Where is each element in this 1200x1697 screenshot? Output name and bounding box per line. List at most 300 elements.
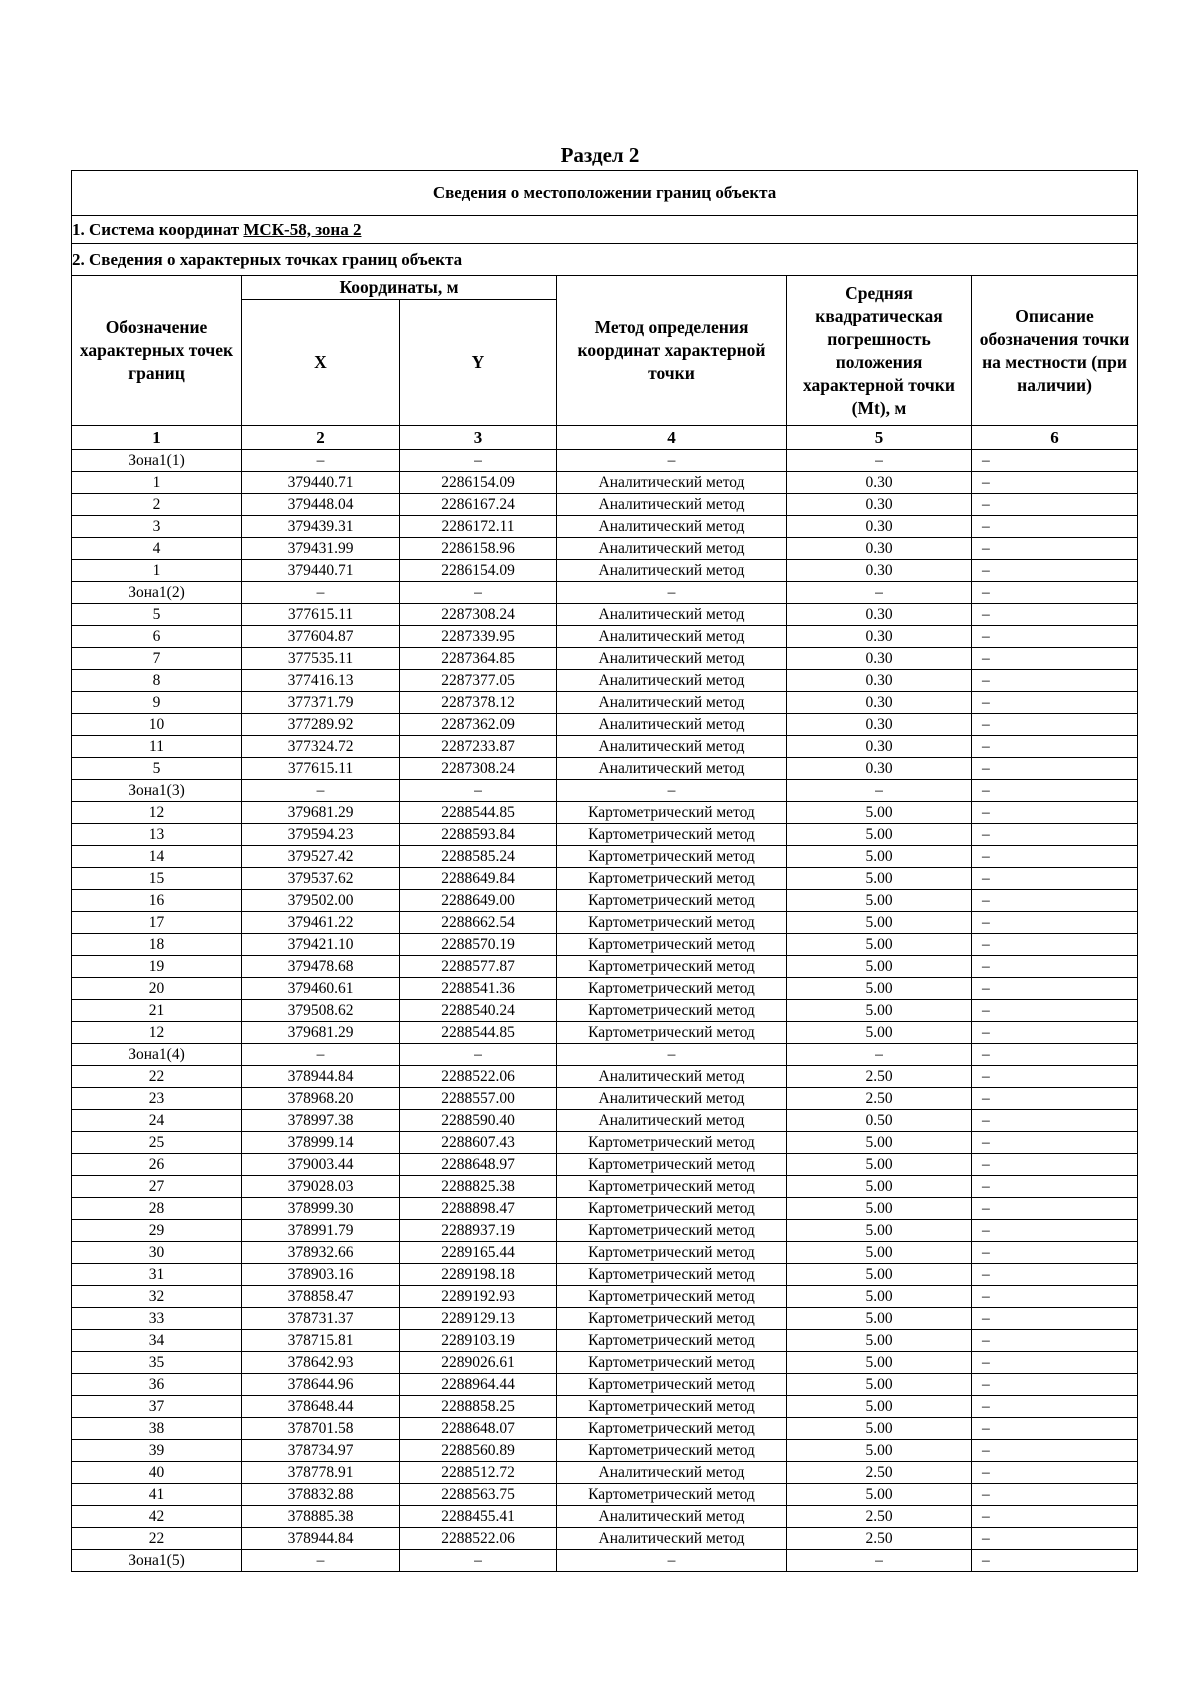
point-id-cell: 27 [72, 1176, 242, 1198]
error-cell: 0.30 [787, 758, 972, 780]
method-cell: Картометрический метод [557, 956, 787, 978]
method-cell: Картометрический метод [557, 1396, 787, 1418]
error-cell: – [787, 780, 972, 802]
table-row [72, 912, 1138, 934]
table-row [72, 604, 1138, 626]
y-cell: 2289192.93 [400, 1286, 557, 1308]
error-cell: 5.00 [787, 956, 972, 978]
description-cell: – [972, 538, 1138, 560]
point-id-cell: 5 [72, 604, 242, 626]
method-cell: Аналитический метод [557, 560, 787, 582]
table-row [72, 582, 1138, 604]
x-cell: 378731.37 [242, 1308, 400, 1330]
method-cell: Картометрический метод [557, 1440, 787, 1462]
x-cell: 377604.87 [242, 626, 400, 648]
table-row [72, 1550, 1138, 1572]
table-row [72, 450, 1138, 472]
method-cell: Картометрический метод [557, 934, 787, 956]
y-cell: 2288937.19 [400, 1220, 557, 1242]
error-cell: 5.00 [787, 1286, 972, 1308]
point-id-cell: Зона1(1) [72, 450, 242, 472]
description-cell: – [972, 912, 1138, 934]
point-id-cell: 6 [72, 626, 242, 648]
x-cell: 378778.91 [242, 1462, 400, 1484]
x-cell: 378832.88 [242, 1484, 400, 1506]
table-row [72, 1198, 1138, 1220]
point-id-cell: 19 [72, 956, 242, 978]
y-cell: 2288570.19 [400, 934, 557, 956]
y-cell: – [400, 780, 557, 802]
method-cell: – [557, 450, 787, 472]
table-row [72, 1506, 1138, 1528]
y-cell: 2286154.09 [400, 472, 557, 494]
x-cell: 377535.11 [242, 648, 400, 670]
description-cell: – [972, 1528, 1138, 1550]
description-cell: – [972, 758, 1138, 780]
y-cell: 2288522.06 [400, 1528, 557, 1550]
method-cell: Картометрический метод [557, 824, 787, 846]
y-cell: 2289103.19 [400, 1330, 557, 1352]
error-cell: 5.00 [787, 1352, 972, 1374]
error-cell: 0.30 [787, 670, 972, 692]
table-row [72, 1000, 1138, 1022]
y-cell: 2288662.54 [400, 912, 557, 934]
error-cell: 0.30 [787, 604, 972, 626]
x-cell: 378944.84 [242, 1066, 400, 1088]
table-row [72, 1044, 1138, 1066]
table-body [72, 450, 1138, 1572]
point-id-cell: 34 [72, 1330, 242, 1352]
x-cell: 379461.22 [242, 912, 400, 934]
description-cell: – [972, 956, 1138, 978]
x-cell: 379440.71 [242, 560, 400, 582]
error-cell: – [787, 582, 972, 604]
column-number: 5 [787, 426, 972, 450]
header-point: Обозначение характерных точек границ [72, 276, 242, 426]
error-cell: 5.00 [787, 934, 972, 956]
y-cell: 2287308.24 [400, 758, 557, 780]
x-cell: 378999.30 [242, 1198, 400, 1220]
error-cell: 0.30 [787, 648, 972, 670]
table-row [72, 780, 1138, 802]
description-cell: – [972, 1044, 1138, 1066]
table-row [72, 736, 1138, 758]
point-id-cell: 40 [72, 1462, 242, 1484]
table-row [72, 1264, 1138, 1286]
point-id-cell: 41 [72, 1484, 242, 1506]
point-id-cell: 28 [72, 1198, 242, 1220]
description-cell: – [972, 1132, 1138, 1154]
y-cell: 2288590.40 [400, 1110, 557, 1132]
table-row [72, 1308, 1138, 1330]
error-cell: 5.00 [787, 1308, 972, 1330]
y-cell: 2289165.44 [400, 1242, 557, 1264]
x-cell: 378715.81 [242, 1330, 400, 1352]
y-cell: 2287233.87 [400, 736, 557, 758]
description-cell: – [972, 846, 1138, 868]
y-cell: 2287378.12 [400, 692, 557, 714]
error-cell: 5.00 [787, 1176, 972, 1198]
table-row [72, 670, 1138, 692]
x-cell: – [242, 780, 400, 802]
error-cell: 5.00 [787, 1396, 972, 1418]
method-cell: Картометрический метод [557, 1198, 787, 1220]
y-cell: 2288577.87 [400, 956, 557, 978]
error-cell: 5.00 [787, 1198, 972, 1220]
point-id-cell: Зона1(2) [72, 582, 242, 604]
column-number: 6 [972, 426, 1138, 450]
coordinate-system-label: 1. Система координат [72, 219, 244, 239]
y-cell: 2288964.44 [400, 1374, 557, 1396]
description-cell: – [972, 1242, 1138, 1264]
error-cell: – [787, 450, 972, 472]
description-cell: – [972, 890, 1138, 912]
table-row [72, 472, 1138, 494]
error-cell: 0.30 [787, 494, 972, 516]
description-cell: – [972, 1506, 1138, 1528]
y-cell: 2288540.24 [400, 1000, 557, 1022]
point-id-cell: 38 [72, 1418, 242, 1440]
x-cell: 377371.79 [242, 692, 400, 714]
y-cell: 2289198.18 [400, 1264, 557, 1286]
point-id-cell: 21 [72, 1000, 242, 1022]
page-title: Раздел 2 [560, 143, 640, 167]
method-cell: Картометрический метод [557, 1132, 787, 1154]
error-cell: 5.00 [787, 1374, 972, 1396]
point-id-cell: 12 [72, 1022, 242, 1044]
error-cell: 0.30 [787, 472, 972, 494]
x-cell: 379431.99 [242, 538, 400, 560]
description-cell: – [972, 868, 1138, 890]
table-row [72, 824, 1138, 846]
y-cell: 2288544.85 [400, 802, 557, 824]
x-cell: 379448.04 [242, 494, 400, 516]
boundary-points-table [71, 170, 1138, 1572]
method-cell: Аналитический метод [557, 714, 787, 736]
point-id-cell: 42 [72, 1506, 242, 1528]
method-cell: Аналитический метод [557, 670, 787, 692]
method-cell: Аналитический метод [557, 1066, 787, 1088]
y-cell: 2288648.97 [400, 1154, 557, 1176]
error-cell: 0.30 [787, 714, 972, 736]
point-id-cell: 20 [72, 978, 242, 1000]
description-cell: – [972, 1022, 1138, 1044]
y-cell: 2288858.25 [400, 1396, 557, 1418]
table-row [72, 934, 1138, 956]
error-cell: 0.30 [787, 516, 972, 538]
y-cell: 2287362.09 [400, 714, 557, 736]
y-cell: 2286158.96 [400, 538, 557, 560]
x-cell: 379003.44 [242, 1154, 400, 1176]
table-row [72, 538, 1138, 560]
header-description: Описание обозначения точки на местности (при наличии) [972, 276, 1138, 426]
point-id-cell: 26 [72, 1154, 242, 1176]
x-cell: 378734.97 [242, 1440, 400, 1462]
x-cell: 379594.23 [242, 824, 400, 846]
table-row [72, 802, 1138, 824]
description-cell: – [972, 1220, 1138, 1242]
column-number: 2 [242, 426, 400, 450]
description-cell: – [972, 1308, 1138, 1330]
y-cell: 2288825.38 [400, 1176, 557, 1198]
table-row [72, 714, 1138, 736]
y-cell: 2287364.85 [400, 648, 557, 670]
description-cell: – [972, 1110, 1138, 1132]
point-id-cell: 36 [72, 1374, 242, 1396]
column-number: 1 [72, 426, 242, 450]
x-cell: 379681.29 [242, 802, 400, 824]
description-cell: – [972, 780, 1138, 802]
description-cell: – [972, 648, 1138, 670]
y-cell: – [400, 450, 557, 472]
description-cell: – [972, 1286, 1138, 1308]
method-cell: Аналитический метод [557, 516, 787, 538]
x-cell: 377615.11 [242, 758, 400, 780]
description-cell: – [972, 692, 1138, 714]
method-cell: Аналитический метод [557, 736, 787, 758]
table-row [72, 1242, 1138, 1264]
y-cell: 2289129.13 [400, 1308, 557, 1330]
table-row [72, 1154, 1138, 1176]
y-cell: 2288544.85 [400, 1022, 557, 1044]
x-cell: 378997.38 [242, 1110, 400, 1132]
header-method: Метод определения координат характерной точки [557, 276, 787, 426]
y-cell: 2287308.24 [400, 604, 557, 626]
method-cell: Картометрический метод [557, 846, 787, 868]
table-row [72, 956, 1138, 978]
description-cell: – [972, 450, 1138, 472]
method-cell: – [557, 1044, 787, 1066]
description-cell: – [972, 494, 1138, 516]
x-cell: 378858.47 [242, 1286, 400, 1308]
method-cell: Аналитический метод [557, 538, 787, 560]
method-cell: Аналитический метод [557, 604, 787, 626]
method-cell: Картометрический метод [557, 1242, 787, 1264]
x-cell: 378644.96 [242, 1374, 400, 1396]
y-cell: 2286154.09 [400, 560, 557, 582]
error-cell: – [787, 1550, 972, 1572]
method-cell: Картометрический метод [557, 1220, 787, 1242]
description-cell: – [972, 736, 1138, 758]
table-row [72, 1352, 1138, 1374]
point-id-cell: 35 [72, 1352, 242, 1374]
point-id-cell: 17 [72, 912, 242, 934]
description-cell: – [972, 1550, 1138, 1572]
error-cell: 2.50 [787, 1088, 972, 1110]
method-cell: Картометрический метод [557, 1330, 787, 1352]
description-cell: – [972, 604, 1138, 626]
description-cell: – [972, 1198, 1138, 1220]
method-cell: Аналитический метод [557, 648, 787, 670]
table-row [72, 1286, 1138, 1308]
error-cell: 0.30 [787, 560, 972, 582]
x-cell: – [242, 582, 400, 604]
error-cell: 5.00 [787, 890, 972, 912]
table-row [72, 1484, 1138, 1506]
method-cell: Картометрический метод [557, 1418, 787, 1440]
x-cell: 379681.29 [242, 1022, 400, 1044]
point-id-cell: 18 [72, 934, 242, 956]
table-row [72, 1330, 1138, 1352]
coordinate-system-line [72, 216, 1138, 244]
point-id-cell: 39 [72, 1440, 242, 1462]
description-cell: – [972, 472, 1138, 494]
point-id-cell: 30 [72, 1242, 242, 1264]
y-cell: 2289026.61 [400, 1352, 557, 1374]
description-cell: – [972, 1264, 1138, 1286]
x-cell: 378932.66 [242, 1242, 400, 1264]
table-row [72, 846, 1138, 868]
point-id-cell: 37 [72, 1396, 242, 1418]
method-cell: – [557, 1550, 787, 1572]
y-cell: 2288522.06 [400, 1066, 557, 1088]
y-cell: 2288593.84 [400, 824, 557, 846]
method-cell: Картометрический метод [557, 802, 787, 824]
y-cell: 2287377.05 [400, 670, 557, 692]
point-id-cell: 7 [72, 648, 242, 670]
error-cell: 0.50 [787, 1110, 972, 1132]
x-cell: 379421.10 [242, 934, 400, 956]
description-cell: – [972, 1154, 1138, 1176]
table-row [72, 626, 1138, 648]
error-cell: 5.00 [787, 1022, 972, 1044]
method-cell: Аналитический метод [557, 472, 787, 494]
method-cell: Картометрический метод [557, 1308, 787, 1330]
method-cell: Аналитический метод [557, 1528, 787, 1550]
method-cell: Аналитический метод [557, 1088, 787, 1110]
point-id-cell: 25 [72, 1132, 242, 1154]
x-cell: 378991.79 [242, 1220, 400, 1242]
method-cell: Картометрический метод [557, 978, 787, 1000]
point-id-cell: 33 [72, 1308, 242, 1330]
table-row [72, 1088, 1138, 1110]
description-cell: – [972, 1440, 1138, 1462]
method-cell: Аналитический метод [557, 1110, 787, 1132]
method-cell: Картометрический метод [557, 1286, 787, 1308]
table-row [72, 560, 1138, 582]
description-cell: – [972, 824, 1138, 846]
y-cell: 2287339.95 [400, 626, 557, 648]
point-id-cell: 9 [72, 692, 242, 714]
y-cell: 2288649.00 [400, 890, 557, 912]
table-row [72, 1132, 1138, 1154]
table-row [72, 1022, 1138, 1044]
column-number: 3 [400, 426, 557, 450]
table-row [72, 516, 1138, 538]
point-id-cell: 5 [72, 758, 242, 780]
y-cell: – [400, 1044, 557, 1066]
table-row [72, 494, 1138, 516]
method-cell: Картометрический метод [557, 1022, 787, 1044]
description-cell: – [972, 670, 1138, 692]
point-id-cell: 13 [72, 824, 242, 846]
table-row [72, 978, 1138, 1000]
method-cell: – [557, 582, 787, 604]
error-cell: 0.30 [787, 626, 972, 648]
table-row [72, 758, 1138, 780]
x-cell: 377416.13 [242, 670, 400, 692]
error-cell: 0.30 [787, 736, 972, 758]
method-cell: Картометрический метод [557, 1352, 787, 1374]
description-cell: – [972, 978, 1138, 1000]
x-cell: 379440.71 [242, 472, 400, 494]
y-cell: – [400, 582, 557, 604]
point-id-cell: 31 [72, 1264, 242, 1286]
description-cell: – [972, 516, 1138, 538]
method-cell: Картометрический метод [557, 1154, 787, 1176]
error-cell: 5.00 [787, 1484, 972, 1506]
point-id-cell: 10 [72, 714, 242, 736]
error-cell: 2.50 [787, 1462, 972, 1484]
table-row [72, 648, 1138, 670]
point-id-cell: 4 [72, 538, 242, 560]
x-cell: 378642.93 [242, 1352, 400, 1374]
x-cell: 377615.11 [242, 604, 400, 626]
table-row [72, 692, 1138, 714]
x-cell: 379028.03 [242, 1176, 400, 1198]
point-id-cell: 29 [72, 1220, 242, 1242]
y-cell: 2288560.89 [400, 1440, 557, 1462]
description-cell: – [972, 1066, 1138, 1088]
point-id-cell: 1 [72, 472, 242, 494]
description-cell: – [972, 1396, 1138, 1418]
x-cell: 378999.14 [242, 1132, 400, 1154]
point-id-cell: 22 [72, 1066, 242, 1088]
x-cell: 378903.16 [242, 1264, 400, 1286]
y-cell: 2288649.84 [400, 868, 557, 890]
y-cell: 2288541.36 [400, 978, 557, 1000]
error-cell: – [787, 1044, 972, 1066]
point-id-cell: 15 [72, 868, 242, 890]
column-number: 4 [557, 426, 787, 450]
y-cell: 2288648.07 [400, 1418, 557, 1440]
point-id-cell: 14 [72, 846, 242, 868]
error-cell: 5.00 [787, 802, 972, 824]
header-error: Средняя квадратическая погрешность положения характерной точки (Mt), м [787, 276, 972, 426]
method-cell: Картометрический метод [557, 1176, 787, 1198]
method-cell: Аналитический метод [557, 758, 787, 780]
error-cell: 5.00 [787, 1132, 972, 1154]
error-cell: 5.00 [787, 1440, 972, 1462]
y-cell: 2288512.72 [400, 1462, 557, 1484]
section-title: Сведения о местоположении границ объекта [72, 171, 1138, 216]
coordinate-system-value: МСК-58, зона 2 [243, 219, 362, 239]
description-cell: – [972, 1374, 1138, 1396]
error-cell: 5.00 [787, 824, 972, 846]
point-id-cell: 12 [72, 802, 242, 824]
description-cell: – [972, 1000, 1138, 1022]
point-id-cell: Зона1(3) [72, 780, 242, 802]
description-cell: – [972, 1330, 1138, 1352]
header-coords: Координаты, м [242, 276, 557, 300]
table-row [72, 1220, 1138, 1242]
method-cell: Картометрический метод [557, 890, 787, 912]
description-cell: – [972, 802, 1138, 824]
x-cell: 378648.44 [242, 1396, 400, 1418]
table-row [72, 1396, 1138, 1418]
error-cell: 5.00 [787, 1154, 972, 1176]
y-cell: 2288898.47 [400, 1198, 557, 1220]
description-cell: – [972, 560, 1138, 582]
method-cell: Аналитический метод [557, 626, 787, 648]
point-id-cell: Зона1(4) [72, 1044, 242, 1066]
y-cell: 2288585.24 [400, 846, 557, 868]
point-id-cell: 8 [72, 670, 242, 692]
x-cell: – [242, 1044, 400, 1066]
table-row [72, 1066, 1138, 1088]
header-y: Y [400, 300, 557, 426]
table-row [72, 1418, 1138, 1440]
